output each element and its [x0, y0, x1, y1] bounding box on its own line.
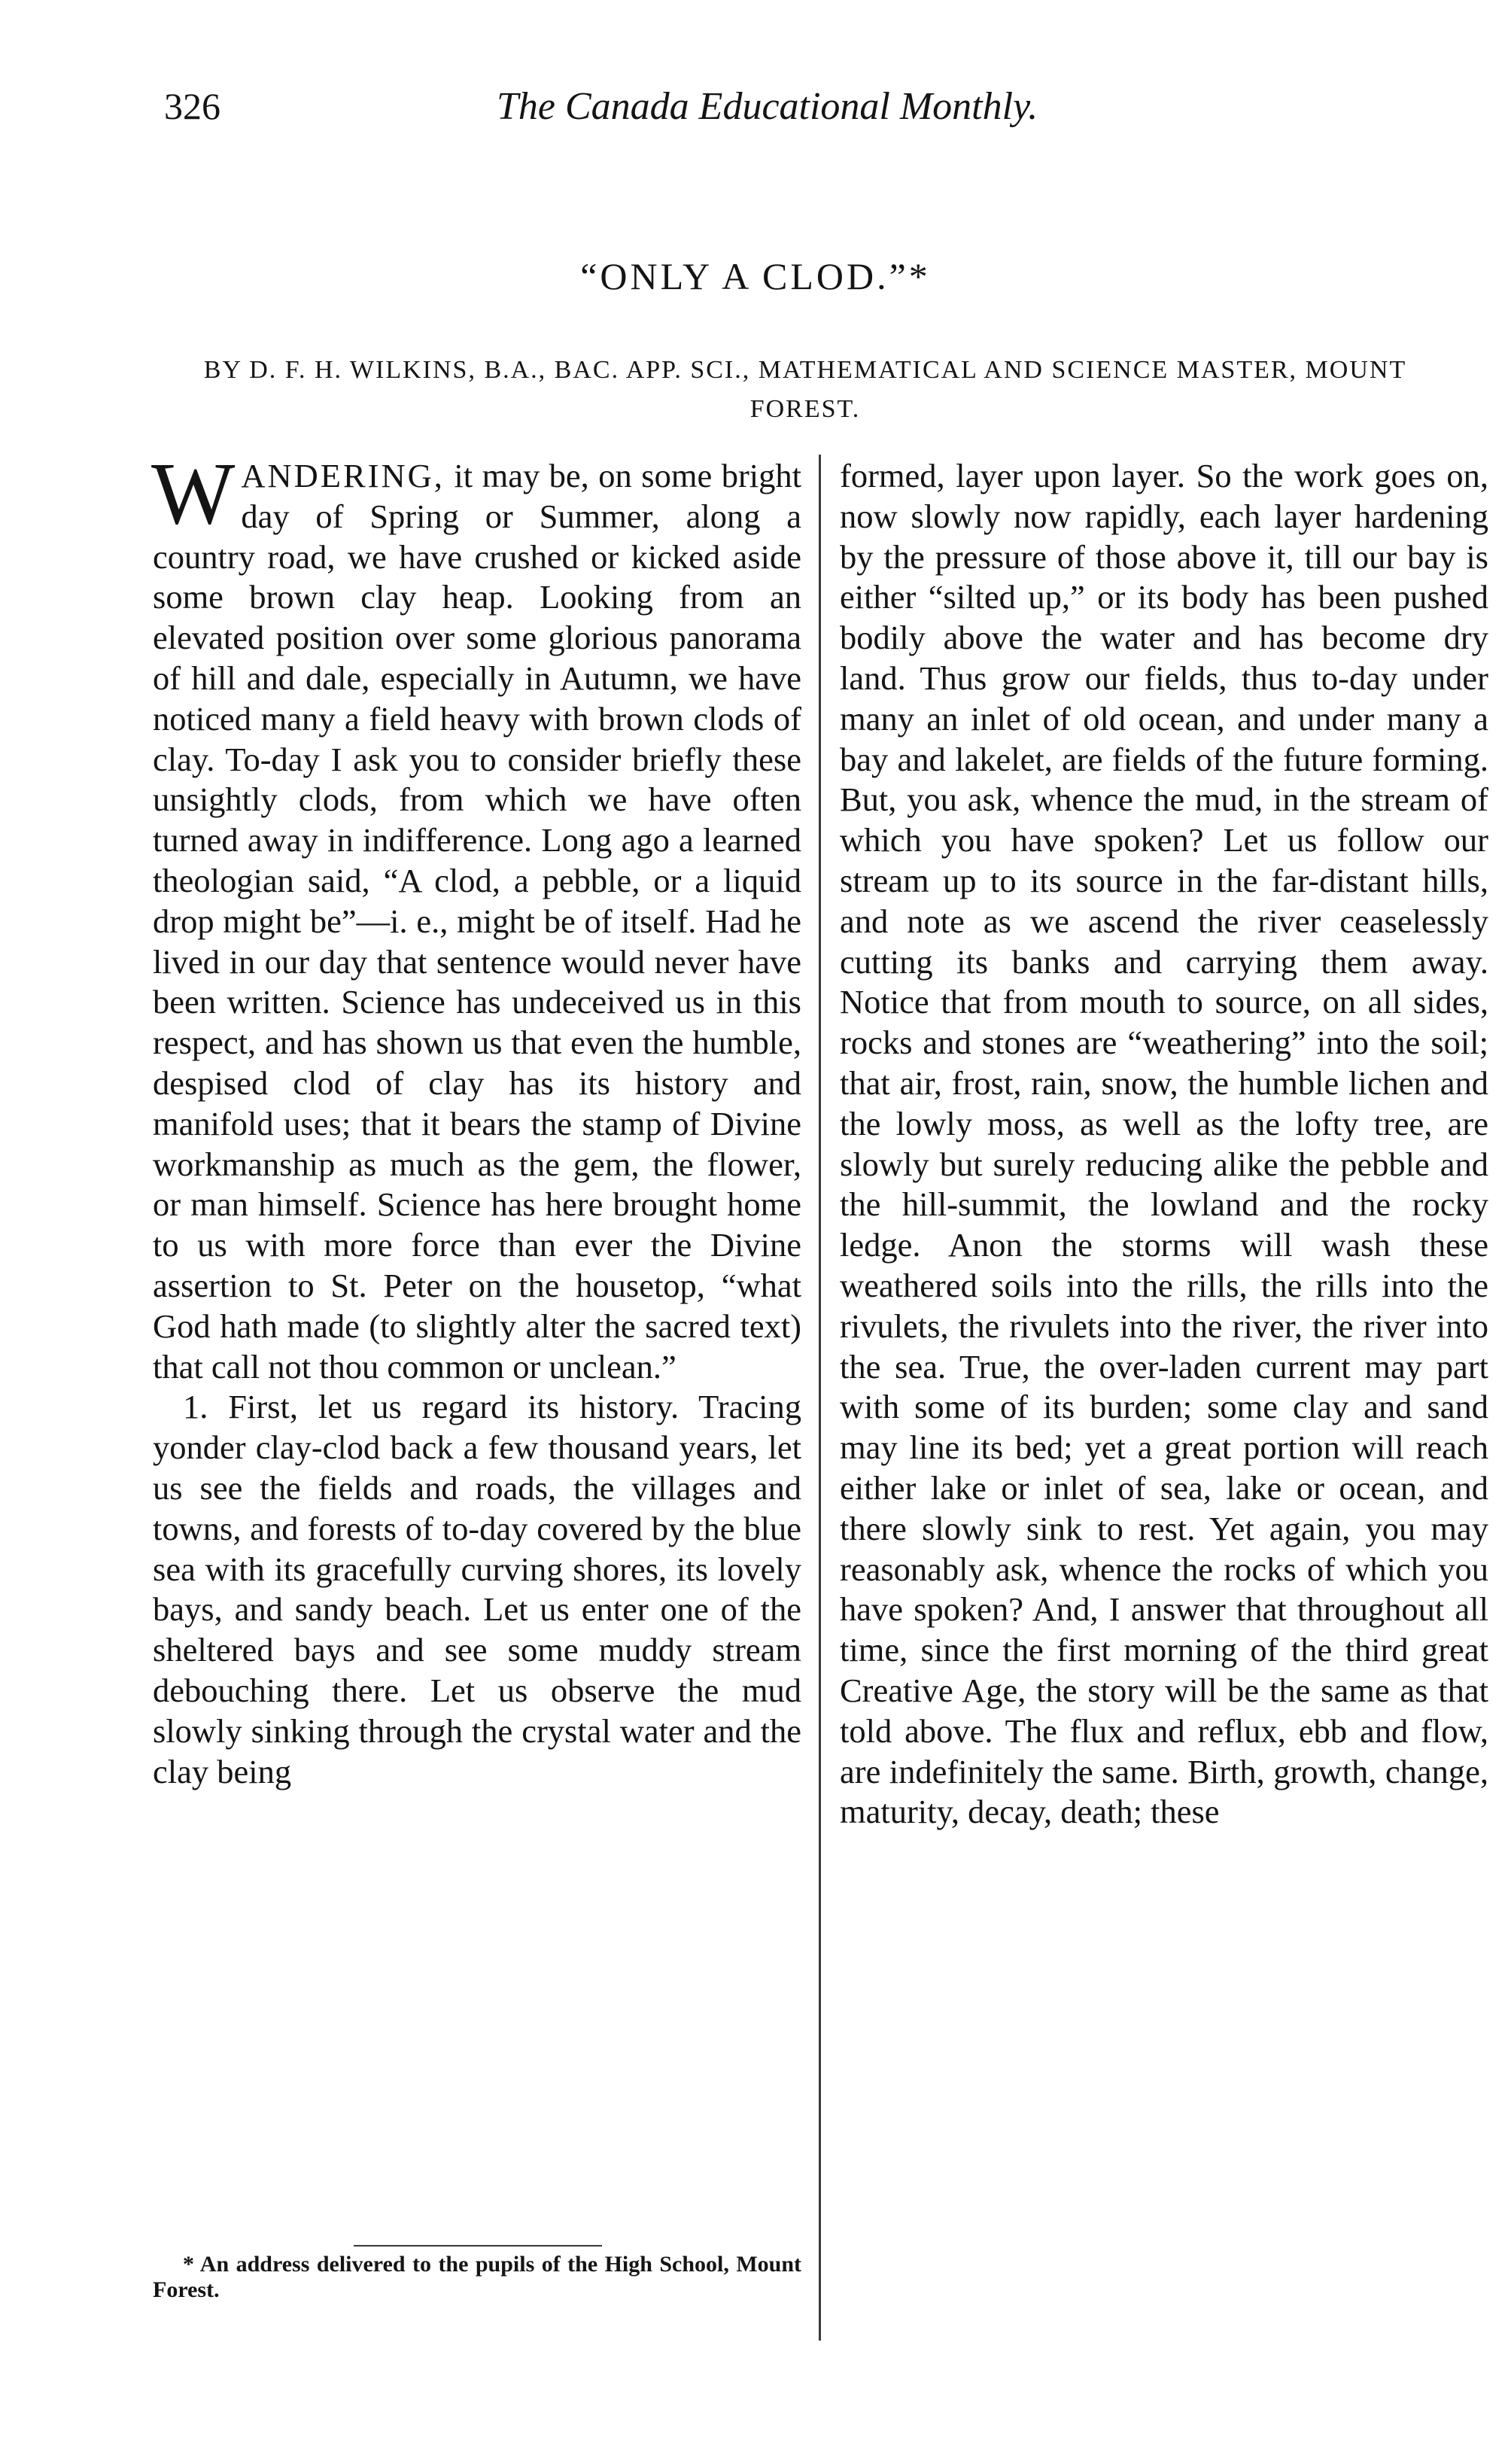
- paragraph-continued: formed, layer upon layer. So the work goes on, now slowly now rapidly, each layer hardening by the pressure of those above it, till our bay is either “silted up,” or its body has been pushed bodily above the water and has become dry land. Thus grow our fields, thus to-day under many an inlet of old ocean, and under many a bay and lakelet, are fields of the future forming. But, you ask, whence the mud, in the stream of which you have spoken? Let us follow our stream up to its source in the far-distant hills, and note as we ascend the river ceaselessly cutting its banks and carrying them away. Notice that from mouth to source, on all sides, rocks and stones are “weathering” into the soil; that air, frost, rain, snow, the humble lichen and the lowly moss, as well as the lofty tree, are slowly but surely reducing alike the pebble and the hill-summit, the lowland and the rocky ledge. Anon the storms will wash these weathered soils into the rills, the rills into the rivulets, the rivulets into the river, the river into the sea. True, the over-laden current may part with some of its burden; some clay and sand may line its bed; yet a great portion will reach either lake or inlet of sea, lake or ocean, and there slowly sink to rest. Yet again, you may reasonably ask, whence the rocks of which you have spoken? And, I answer that throughout all time, since the first morning of the third great Creative Age, the story will be the same as that told above. The flux and reflux, ebb and flow, are indefinitely the same. Birth, growth, change, maturity, decay, death; these: [840, 457, 1488, 1831]
- footnote-divider: [354, 2245, 602, 2246]
- column-divider: [819, 455, 821, 2341]
- paragraph-history: 1. First, let us regard its history. Tracing yonder clay-clod back a few thousand years, let us see the fields and roads, the villages and towns, and forests of to-day covered by the blue sea with its gracefully curving shores, its lovely bays, and sandy beach. Let us enter one of the sheltered bays and see some muddy stream debouching there. Let us observe the mud slowly sinking through the crystal water and the clay being: [153, 1388, 801, 1790]
- running-title: The Canada Educational Monthly.: [497, 85, 1038, 128]
- drop-cap: W: [151, 444, 236, 543]
- article-title: “ONLY A CLOD.”*: [580, 255, 931, 297]
- footnote: * An address delivered to the pupils of the High School, Mount Forest.: [153, 2252, 801, 2302]
- paragraph-opening-text: it may be, on some bright day of Spring or Summer, along a country road, we have crushed or kicked aside some brown clay heap. Looking from an elevated position over some glorious panorama of hill and dale, especially in Autumn, we have noticed many a field heavy with brown clods of clay. To-day I ask you to consider briefly these unsightly clods, from which we have often turned away in indifference. Long ago a learned theologian said, “A clod, a pebble, or a liquid drop might be”—i. e., might be of itself. Had he lived in our day that sentence would never have been written. Science has undeceived us in this respect, and has shown us that even the humble, despised clod of clay has its history and manifold uses; that it bears the stamp of Divine workmanship as much as the gem, the flower, or man himself. Science has here brought home to us with more force than ever the Divine assertion to St. Peter on the housetop, “what God hath made (to slightly alter the sacred text) that call not thou common or unclean.”: [153, 457, 801, 1386]
- right-column: [840, 456, 1488, 1833]
- opening-small-caps: ANDERING,: [241, 457, 445, 494]
- paragraph-opening: [151, 444, 801, 1387]
- article-byline: BY D. F. H. WILKINS, B.A., BAC. APP. SCI., MATHEMATICAL AND SCIENCE MASTER, MOUNT FOREST.: [203, 356, 1407, 423]
- left-column: [151, 444, 801, 1792]
- page-number: 326: [164, 85, 220, 127]
